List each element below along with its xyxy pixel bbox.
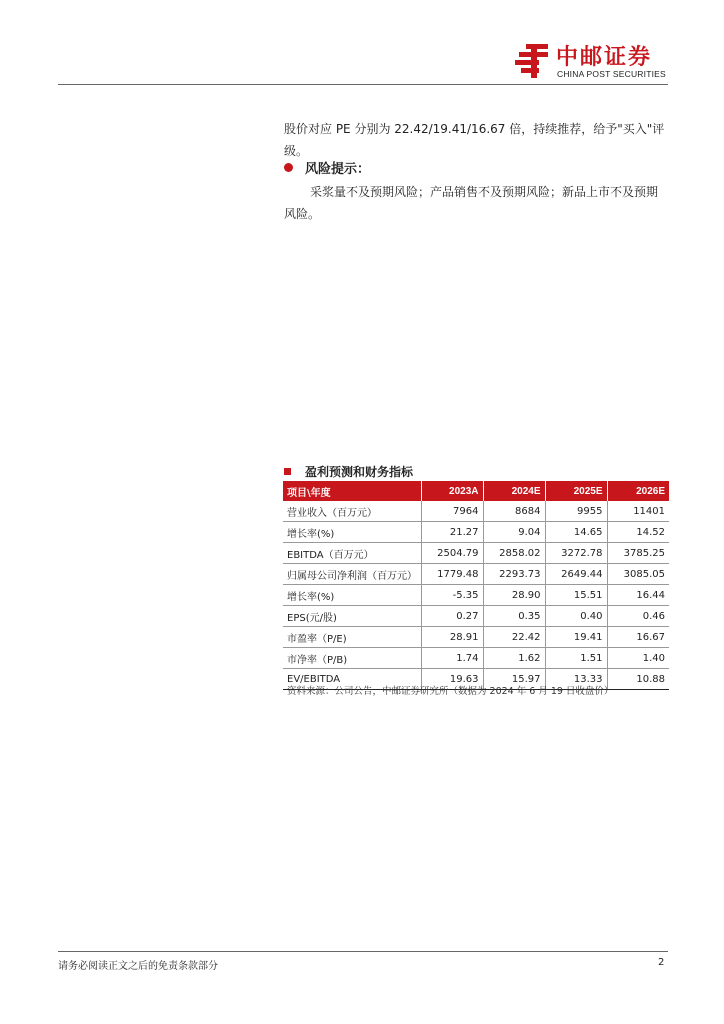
table-cell: 0.46 bbox=[607, 606, 669, 627]
table-row bbox=[283, 522, 669, 543]
table-row bbox=[283, 501, 669, 522]
row-label: 归属母公司净利润（百万元） bbox=[283, 564, 421, 585]
table-cell: 22.42 bbox=[483, 627, 545, 648]
china-post-logo-icon bbox=[515, 44, 551, 78]
table-cell: 14.65 bbox=[545, 522, 607, 543]
table-header-cell: 2023A bbox=[421, 481, 483, 501]
table-title bbox=[284, 463, 413, 480]
table-header-cell: 2025E bbox=[545, 481, 607, 501]
table-cell: 28.91 bbox=[421, 627, 483, 648]
square-bullet-icon bbox=[284, 468, 291, 475]
table-cell: 2504.79 bbox=[421, 543, 483, 564]
table-row bbox=[283, 648, 669, 669]
table-cell: 3085.05 bbox=[607, 564, 669, 585]
footer-disclaimer: 请务必阅读正文之后的免责条款部分 bbox=[58, 961, 218, 972]
valuation-line-1: 股价对应 PE 分别为 22.42/19.41/16.67 倍，持续推荐，给予"买入"评 bbox=[284, 122, 665, 136]
table-cell: 19.41 bbox=[545, 627, 607, 648]
table-cell: 1.40 bbox=[607, 648, 669, 669]
table-row bbox=[283, 543, 669, 564]
table-cell: 21.27 bbox=[421, 522, 483, 543]
table-cell: 15.97 bbox=[483, 669, 545, 690]
valuation-paragraph bbox=[284, 118, 669, 162]
header-divider bbox=[58, 84, 668, 85]
financial-forecast-table bbox=[283, 481, 669, 690]
table-cell: 2293.73 bbox=[483, 564, 545, 585]
brand-name-cn: 中邮证券 bbox=[556, 45, 653, 70]
table-cell: 0.27 bbox=[421, 606, 483, 627]
table-cell: 14.52 bbox=[607, 522, 669, 543]
table-cell: 0.40 bbox=[545, 606, 607, 627]
table-cell: 19.63 bbox=[421, 669, 483, 690]
row-label: 营业收入（百万元） bbox=[283, 501, 421, 522]
table-cell: 1.51 bbox=[545, 648, 607, 669]
table-title-text: 盈利预测和财务指标 bbox=[305, 465, 414, 479]
table-row bbox=[283, 585, 669, 606]
table-cell: 9955 bbox=[545, 501, 607, 522]
table-cell: 3785.25 bbox=[607, 543, 669, 564]
table-row bbox=[283, 627, 669, 648]
page-number: 2 bbox=[658, 957, 665, 968]
table-header-cell: 2026E bbox=[607, 481, 669, 501]
risk-heading bbox=[284, 158, 370, 177]
table-cell: 13.33 bbox=[545, 669, 607, 690]
footer-divider bbox=[58, 951, 668, 952]
table-source-note: 资料来源：公司公告，中邮证券研究所（数据为 2024 年 6 月 19 日收盘价） bbox=[287, 686, 614, 697]
table-header-cell: 2024E bbox=[483, 481, 545, 501]
table-header-row bbox=[283, 481, 669, 501]
table-cell: 15.51 bbox=[545, 585, 607, 606]
row-label: EV/EBITDA bbox=[283, 669, 421, 690]
table-cell: 0.35 bbox=[483, 606, 545, 627]
table-cell: 16.44 bbox=[607, 585, 669, 606]
table-cell: 28.90 bbox=[483, 585, 545, 606]
row-label: 市净率（P/B) bbox=[283, 648, 421, 669]
brand-name-en: CHINA POST SECURITIES bbox=[557, 69, 666, 79]
table-cell: 1.62 bbox=[483, 648, 545, 669]
risk-paragraph: 采浆量不及预期风险；产品销售不及预期风险；新品上市不及预期风险。 bbox=[284, 185, 659, 221]
row-label: EPS(元/股) bbox=[283, 606, 421, 627]
table-cell: 9.04 bbox=[483, 522, 545, 543]
table-cell: 10.88 bbox=[607, 669, 669, 690]
table-cell: 1.74 bbox=[421, 648, 483, 669]
row-label: 增长率(%) bbox=[283, 522, 421, 543]
table-cell: 2858.02 bbox=[483, 543, 545, 564]
table-cell: 1779.48 bbox=[421, 564, 483, 585]
table-cell: 7964 bbox=[421, 501, 483, 522]
bullet-icon bbox=[284, 163, 293, 172]
table-row bbox=[283, 606, 669, 627]
table-header-cell: 项目\年度 bbox=[283, 481, 421, 501]
table-cell: 11401 bbox=[607, 501, 669, 522]
row-label: 市盈率（P/E) bbox=[283, 627, 421, 648]
row-label: 增长率(%) bbox=[283, 585, 421, 606]
page-header bbox=[0, 0, 724, 86]
table-cell: 16.67 bbox=[607, 627, 669, 648]
table-cell: 3272.78 bbox=[545, 543, 607, 564]
table-row bbox=[283, 564, 669, 585]
row-label: EBITDA（百万元） bbox=[283, 543, 421, 564]
table-cell: 2649.44 bbox=[545, 564, 607, 585]
risk-heading-text: 风险提示： bbox=[305, 162, 371, 177]
table-cell: -5.35 bbox=[421, 585, 483, 606]
table-cell: 8684 bbox=[483, 501, 545, 522]
valuation-line-2: 级。 bbox=[284, 144, 309, 158]
